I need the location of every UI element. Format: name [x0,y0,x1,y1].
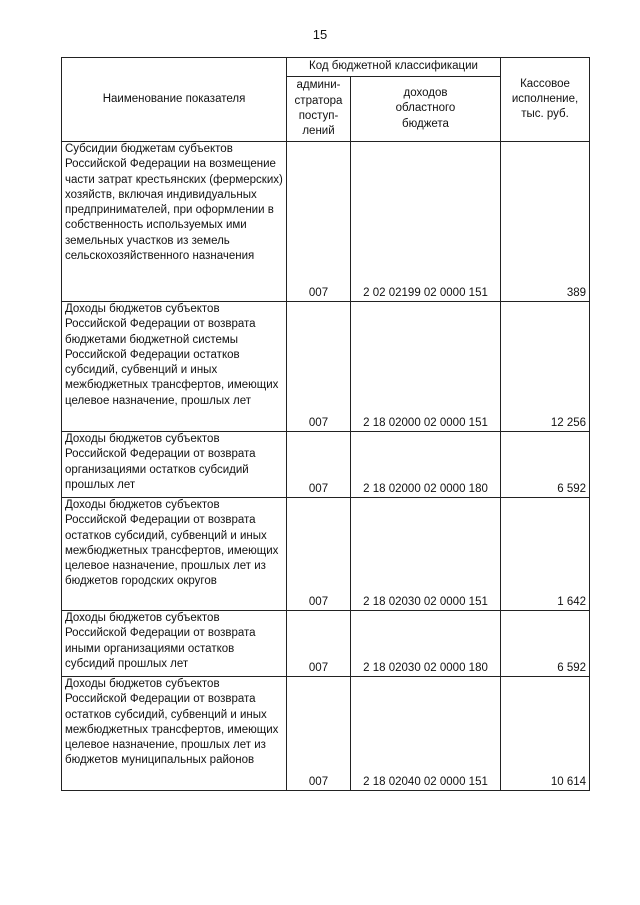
header-amount: Кассовое исполнение, тыс. руб. [501,58,590,142]
table-row [62,432,590,498]
row-name: Доходы бюджетов субъектов Российской Федерации от возврата остатков субсидий, субвенций и иных межбюджетных трансфертов, имеющих целевое назначение, прошлых лет из бюджетов городских округов [62,498,287,611]
row-amount: 1 642 [501,498,590,611]
row-amount: 12 256 [501,302,590,432]
row-name: Доходы бюджетов субъектов Российской Федерации от возврата бюджетами бюджетной системы Российской Федерации остатков субсидий, субвенций и иных межбюджетных трансфертов, имеющих целевое назначение, прошлых лет [62,302,287,432]
table-header [62,58,590,142]
row-income-code: 2 18 02040 02 0000 151 [351,677,501,791]
row-name: Доходы бюджетов субъектов Российской Федерации от возврата иными организациями остатков субсидий прошлых лет [62,611,287,677]
row-admin-code: 007 [287,611,351,677]
row-amount: 10 614 [501,677,590,791]
row-name: Доходы бюджетов субъектов Российской Федерации от возврата остатков субсидий, субвенций и иных межбюджетных трансфертов, имеющих целевое назначение, прошлых лет из бюджетов муниципальных районов [62,677,287,791]
row-income-code: 2 18 02000 02 0000 180 [351,432,501,498]
budget-table [61,57,590,791]
header-income-code: доходов областного бюджета [351,77,501,142]
row-income-code: 2 02 02199 02 0000 151 [351,142,501,302]
header-classification-group: Код бюджетной классификации [287,58,501,77]
row-amount: 389 [501,142,590,302]
header-name: Наименование показателя [62,58,287,142]
table-row [62,611,590,677]
row-income-code: 2 18 02030 02 0000 180 [351,611,501,677]
row-amount: 6 592 [501,432,590,498]
row-admin-code: 007 [287,498,351,611]
row-amount: 6 592 [501,611,590,677]
row-name: Доходы бюджетов субъектов Российской Федерации от возврата организациями остатков субсидий прошлых лет [62,432,287,498]
table-row [62,302,590,432]
page-number: 15 [312,27,328,42]
row-admin-code: 007 [287,677,351,791]
header-administrator: админи- стратора поступ- лений [287,77,351,142]
row-income-code: 2 18 02030 02 0000 151 [351,498,501,611]
row-admin-code: 007 [287,432,351,498]
row-admin-code: 007 [287,142,351,302]
row-income-code: 2 18 02000 02 0000 151 [351,302,501,432]
table-row [62,498,590,611]
row-admin-code: 007 [287,302,351,432]
table-row [62,677,590,791]
table-row [62,142,590,302]
row-name: Субсидии бюджетам субъектов Российской Федерации на возмещение части затрат крестьянских (фермерских) хозяйств, включая индивидуальных предпринимателей, при оформлении в собственность используемых ими земельных участков из земель сельскохозяйственного назначения [62,142,287,302]
